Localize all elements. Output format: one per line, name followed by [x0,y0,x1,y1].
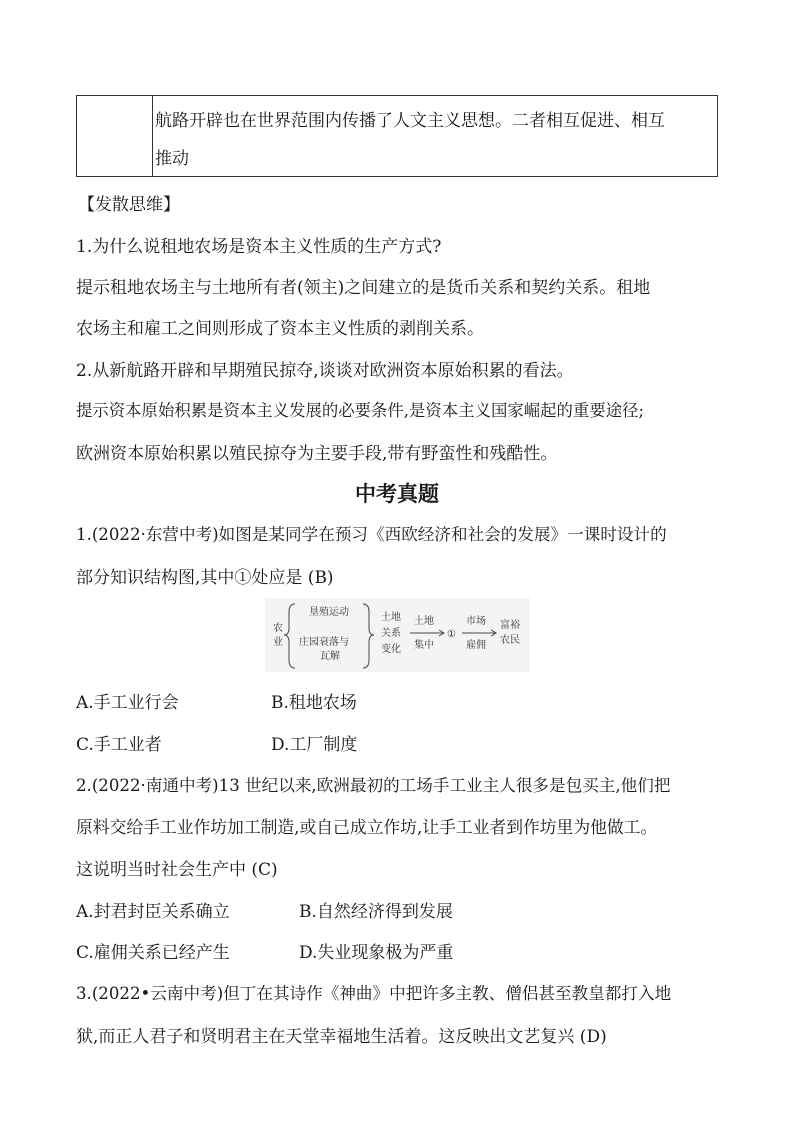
exam-question-2-line-3: 这说明当时社会生产中 (C) [76,860,278,880]
table-text-line-2: 推动 [155,149,189,169]
diagram-left-1: 农 [273,623,283,634]
exam-question-3-line-2: 狱,而正人君子和贤明君主在天堂幸福地生活着。这反映出文艺复兴 (D) [76,1027,607,1047]
diagram-mid-1: 土地 [381,612,401,623]
exam-q1-option-b: B.租地农场 [271,693,357,713]
exam-q1-option-a: A.手工业行会 [76,693,179,713]
diagram-arrow-1-top: 土地 [414,616,434,627]
exam-question-2-line-1: 2.(2022·南通中考)13 世纪以来,欧洲最初的工场手工业主人很多是包买主,他们把 [76,776,671,795]
table-cell-empty [77,96,153,176]
diagram-item-3: 瓦解 [320,651,340,662]
table-cell-text [153,96,717,176]
divergent-answer-1-line-2: 农场主和雇工之间则形成了资本主义性质的剥削关系。 [76,319,484,339]
divergent-answer-2-line-2: 欧洲资本原始积累以殖民掠夺为主要手段,带有野蛮性和残酷性。 [76,444,558,464]
exam-question-1-line-2: 部分知识结构图,其中①处应是 (B) [76,568,334,588]
exam-q2-option-d: D.失业现象极为严重 [299,943,454,963]
exam-question-2-line-2: 原料交给手工业作坊加工制造,或自己成立作坊,让手工业者到作坊里为他做工。 [76,817,658,837]
exam-q2-option-c: C.雇佣关系已经产生 [76,943,230,963]
section-title-exam: 中考真题 [355,482,439,506]
diagram-item-1: 垦殖运动 [309,607,349,618]
diagram-end-2: 农民 [500,635,520,646]
diagram-arrow-1-bottom: 集中 [414,640,434,651]
exam-q1-option-d: D.工厂制度 [271,735,358,755]
diagram-mid-3: 变化 [381,644,401,655]
exam-question-1-line-1: 1.(2022·东营中考)如图是某同学在预习《西欧经济和社会的发展》一课时设计的 [76,525,667,544]
diagram-circle-marker: ① [447,629,456,640]
table-text-line-1: 航路开辟也在世界范围内传播了人文主义思想。二者相互促进、相互 [155,111,665,131]
divergent-question-1: 1.为什么说租地农场是资本主义性质的生产方式? [76,237,442,257]
section-title-divergent: 【发散思维】 [78,195,180,215]
diagram-svg [265,598,530,672]
divergent-answer-1-line-1: 提示租地农场主与土地所有者(领主)之间建立的是货币关系和契约关系。租地 [76,278,651,298]
knowledge-structure-diagram [265,598,530,672]
divergent-answer-2-line-1: 提示资本原始积累是资本主义发展的必要条件,是资本主义国家崛起的重要途径; [76,401,645,420]
answer-table [76,95,718,177]
diagram-left-2: 业 [273,637,283,648]
diagram-mid-2: 关系 [381,628,401,639]
diagram-arrow-2-top: 市场 [466,616,486,627]
exam-q1-option-c: C.手工业者 [76,735,162,755]
exam-q2-option-a: A.封君封臣关系确立 [76,902,230,922]
diagram-arrow-2-bottom: 雇佣 [466,640,486,651]
diagram-end-1: 富裕 [500,620,520,631]
diagram-item-2: 庄园衰落与 [299,637,349,648]
exam-question-3-line-1: 3.(2022•云南中考)但丁在其诗作《神曲》中把许多主教、僧侣甚至教皇都打入地 [76,984,672,1003]
divergent-question-2: 2.从新航路开辟和早期殖民掠夺,谈谈对欧洲资本原始积累的看法。 [76,361,574,381]
exam-q2-option-b: B.自然经济得到发展 [299,902,453,922]
